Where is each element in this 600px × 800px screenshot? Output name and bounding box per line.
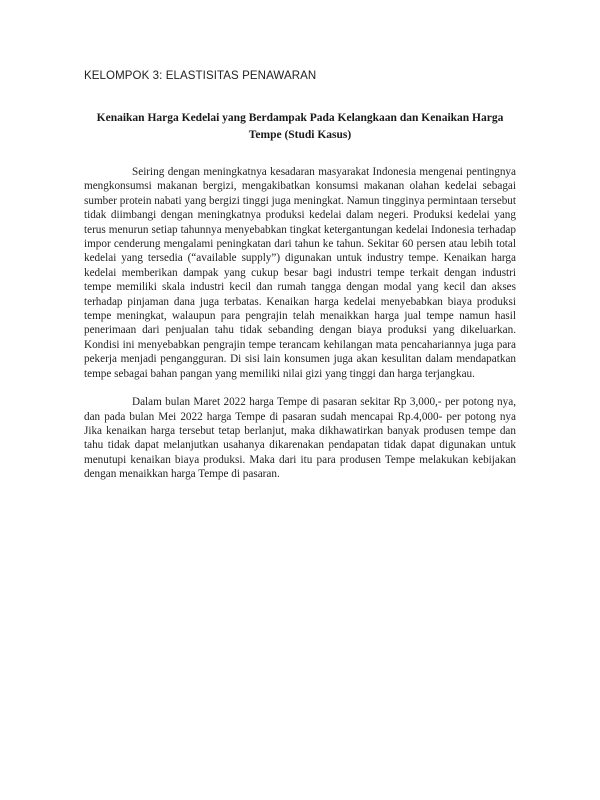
document-body: [84, 165, 516, 496]
group-heading: KELOMPOK 3: ELASTISITAS PENAWARAN: [84, 70, 317, 82]
paragraph-1: Seiring dengan meningkatnya kesadaran masyarakat Indonesia mengenai pentingnya mengkonsumsi makanan bergizi, mengakibatkan konsumsi makanan olahan kedelai sebagai sumber protein nabati yang bergizi tinggi juga meningkat. Namun tingginya permintaan tersebut tidak diimbangi dengan meningkatnya produksi kedelai dalam negeri. Produksi kedelai yang terus menurun setiap tahunnya menyebabkan tingkat ketergantungan kedelai Indonesia terhadap impor cenderung mengalami peningkatan dari tahun ke tahun. Sekitar 60 persen atau lebih total kedelai yang tersedia (“available supply”) digunakan untuk industry tempe. Kenaikan harga kedelai memberikan dampak yang cukup besar bagi industri tempe terkait dengan industri tempe memiliki skala industri kecil dan rumah tangga dengan modal yang kecil dan akses terhadap pinjaman dana juga terbatas. Kenaikan harga kedelai menyebabkan biaya produksi tempe meningkat, walaupun para pengrajin telah menaikkan harga jual tempe namun hasil penerimaan dari penjualan tahu tidak sebanding dengan biaya produksi yang dikeluarkan. Kondisi ini menyebabkan pengrajin tempe terancam kehilangan mata pencahariannya juga para pekerja menjadi pengangguran. Di sisi lain konsumen juga akan kesulitan dalam mendapatkan tempe sebagai bahan pangan yang memiliki nilai gizi yang tinggi dan harga terjangkau.: [84, 166, 516, 380]
document-title: Kenaikan Harga Kedelai yang Berdampak Pada Kelangkaan dan Kenaikan Harga Tempe (Studi Kasus): [96, 112, 504, 141]
paragraph-2: Dalam bulan Maret 2022 harga Tempe di pasaran sekitar Rp 3,000,- per potong nya, dan pada bulan Mei 2022 harga Tempe di pasaran sudah mencapai Rp.4,000- per potong nya Jika kenaikan harga tersebut tetap berlanjut, maka dikhawatirkan banyak produsen tempe dan tahu tidak dapat melanjutkan usahanya dikarenakan pendapatan tidak dapat digunakan untuk menutupi kenaikan biaya produksi. Maka dari itu para produsen Tempe melakukan kebijakan dengan menaikkan harga Tempe di pasaran.: [84, 396, 516, 481]
